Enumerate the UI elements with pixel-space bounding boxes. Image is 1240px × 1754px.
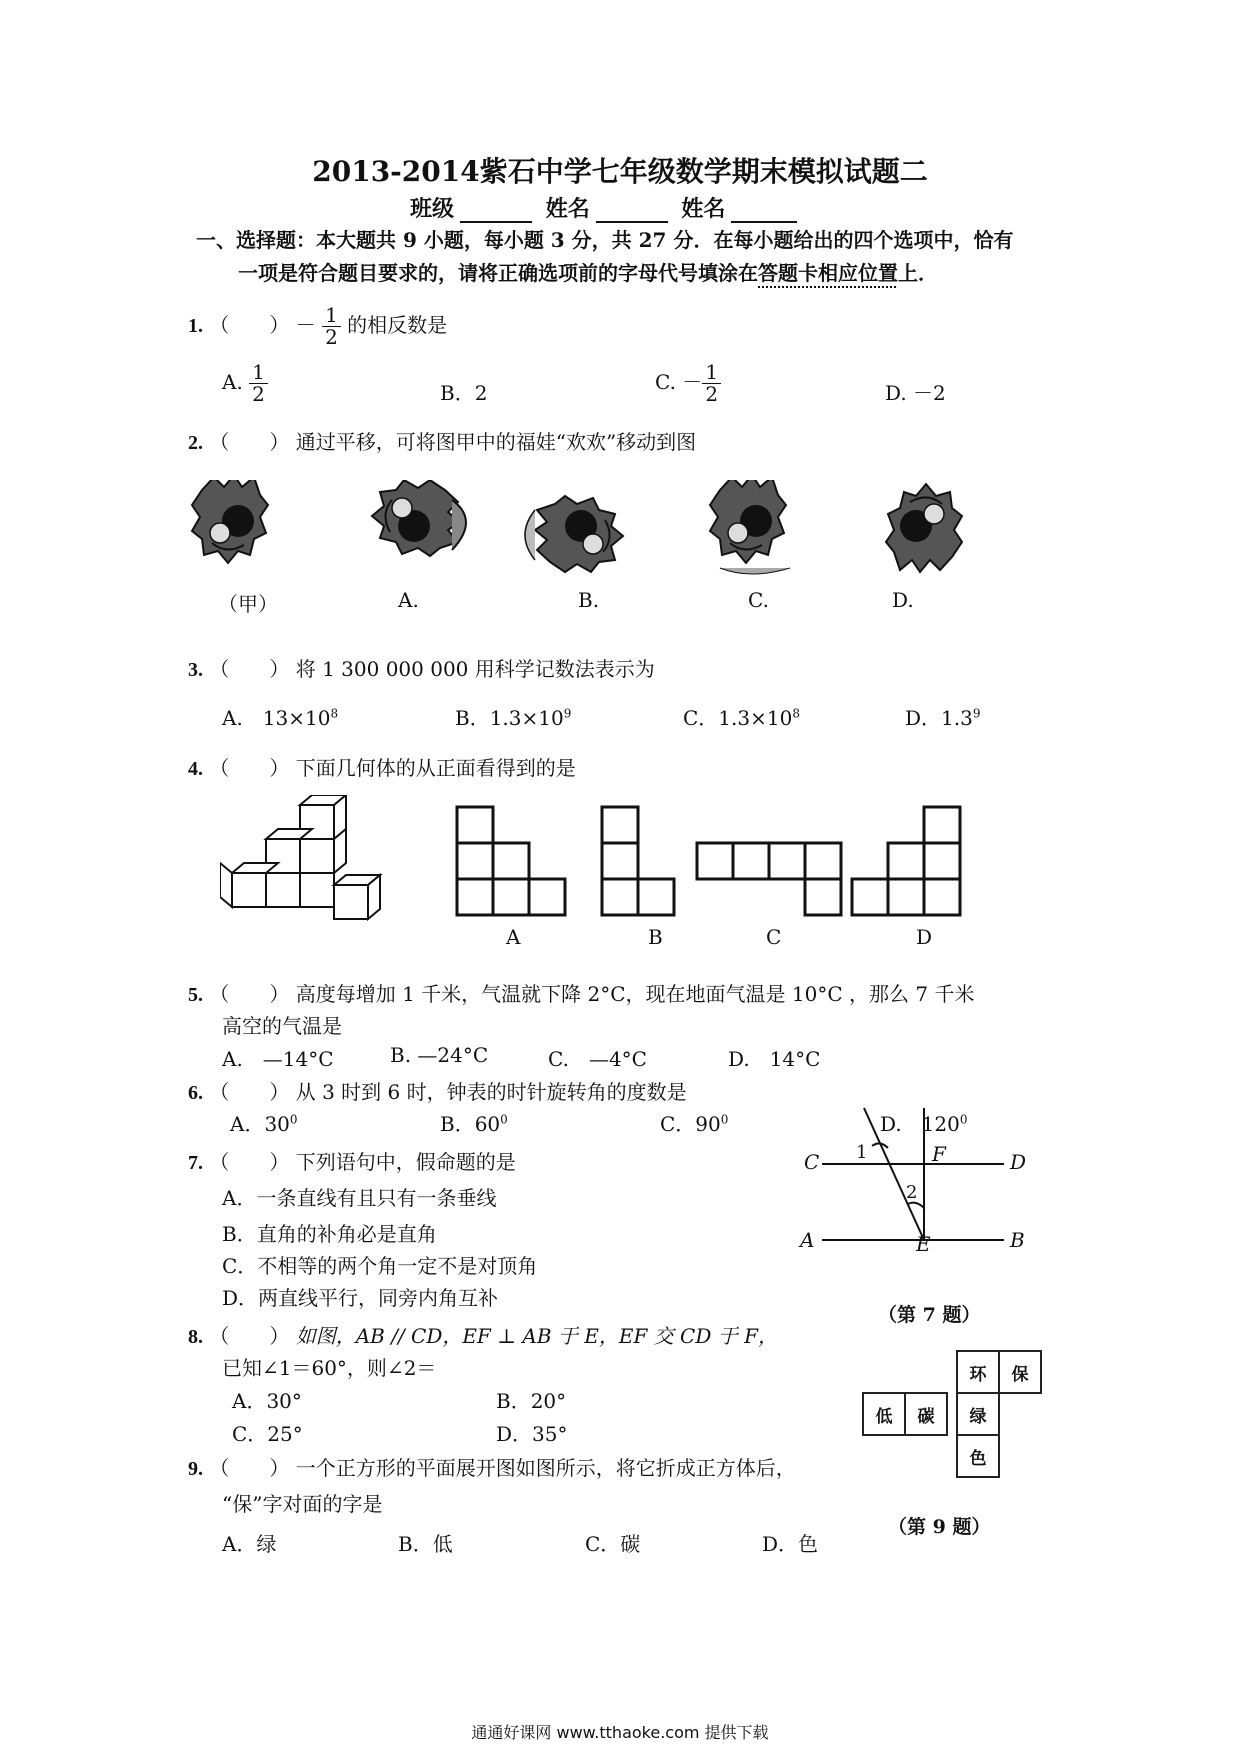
- page-title: 2013-2014紫石中学七年级数学期末模拟试题二: [312, 155, 928, 188]
- q4-answer-paren[interactable]: （ ）: [209, 756, 290, 780]
- q4-option-c[interactable]: C: [766, 925, 782, 949]
- q2-text: 通过平移，可将图甲中的福娃“欢欢”移动到图: [295, 430, 697, 454]
- question-1: [188, 305, 447, 348]
- question-2: 2. （ ） 通过平移，可将图甲中的福娃“欢欢”移动到图: [188, 430, 697, 454]
- mascot-a-icon: [372, 480, 460, 556]
- q1-option-b[interactable]: B．2: [440, 381, 488, 405]
- fig7-label-e: E: [916, 1232, 931, 1256]
- class-label: 班级: [410, 196, 455, 222]
- q9-text-2: “保”字对面的字是: [222, 1492, 383, 1516]
- q1-number: 1.: [188, 315, 203, 337]
- q2-answer-paren[interactable]: （ ）: [209, 430, 290, 454]
- mascot-b-icon: [535, 496, 623, 572]
- q1-option-c[interactable]: C. － $\frac{1}{2}$: [655, 362, 721, 405]
- fig7-label-a: A: [800, 1228, 815, 1252]
- net-cell-6: 色: [956, 1434, 1000, 1478]
- mascot-c-icon: [710, 480, 786, 563]
- q5-option-b[interactable]: B. —24°C: [390, 1043, 489, 1067]
- q4-option-views: [455, 805, 1015, 917]
- q9-option-b[interactable]: B．低: [398, 1532, 453, 1556]
- q2-option-d[interactable]: D.: [892, 588, 914, 612]
- q8-option-d[interactable]: D．35°: [496, 1422, 568, 1446]
- question-9: 9. （ ） 一个正方形的平面展开图如图所示，将它折成正方体后，: [188, 1456, 796, 1480]
- fig7-label-angle-1: 1: [856, 1142, 868, 1163]
- fig7-label-d: D: [1010, 1150, 1027, 1174]
- view-d: [852, 807, 960, 915]
- q5-text: 高度每增加 1 千米，气温就下降 2°C，现在地面气温是 10°C ，那么 7 千米: [295, 982, 975, 1006]
- view-b: [602, 807, 674, 915]
- q7-option-d[interactable]: D．两直线平行，同旁内角互补: [222, 1286, 499, 1310]
- q3-option-d[interactable]: D．$1.3^9$: [905, 706, 981, 730]
- q6-option-a[interactable]: A．$30^0$: [230, 1112, 298, 1136]
- q9-text: 一个正方形的平面展开图如图所示，将它折成正方体后，: [295, 1456, 796, 1480]
- q3-option-b[interactable]: B．$1.3\times 10^9$: [455, 706, 572, 730]
- name-label: 姓名: [545, 196, 590, 222]
- q9-option-d[interactable]: D．色: [762, 1532, 819, 1556]
- q7-option-a[interactable]: A．一条直线有且只有一条垂线: [222, 1186, 497, 1210]
- q8-text: 如图，AB // CD，EF ⊥ AB 于 E，EF 交 CD 于 F，: [295, 1324, 778, 1348]
- q2-option-b[interactable]: B.: [578, 588, 600, 612]
- section-instructions-line2: [238, 257, 938, 286]
- footer-source: 通通好课网 www.tthaoke.com 提供下载: [471, 1723, 769, 1742]
- q1-answer-paren[interactable]: （ ）: [209, 313, 290, 337]
- question-8: 8. （ ） 如图，AB // CD，EF ⊥ AB 于 E，EF 交 CD 于 F，: [188, 1324, 778, 1348]
- net-cell-3: 低: [862, 1392, 906, 1436]
- q8-option-a[interactable]: A．30°: [232, 1389, 302, 1413]
- q2-mascot-figures: [190, 480, 1070, 600]
- q3-text: 将 1 300 000 000 用科学记数法表示为: [295, 657, 655, 681]
- instr-part-c: 上．: [898, 261, 938, 285]
- figure-7-caption: （第 7 题）: [878, 1304, 981, 1326]
- fig7-label-c: C: [804, 1150, 820, 1174]
- q5-text-2: 高空的气温是: [222, 1014, 342, 1038]
- name-blank-2[interactable]: [731, 201, 797, 223]
- q9-option-c[interactable]: C．碳: [585, 1532, 641, 1556]
- figure-9-cube-net: [862, 1350, 1052, 1490]
- view-c: [697, 843, 841, 915]
- q9-option-a[interactable]: A．绿: [222, 1532, 277, 1556]
- q1-option-d[interactable]: D. －2: [885, 381, 946, 405]
- q8-option-b[interactable]: B．20°: [496, 1389, 567, 1413]
- q1-minus: －: [295, 313, 316, 337]
- section-instructions-line1: 一、选择题：本大题共 9 小题，每小题 3 分，共 27 分．在每小题给出的四个选项中，恰有: [196, 228, 1014, 252]
- q8-text-2: 已知∠1＝60°，则∠2＝: [222, 1356, 437, 1380]
- name-blank[interactable]: [596, 201, 668, 223]
- q6-option-d[interactable]: D. $120^0$: [880, 1112, 968, 1136]
- mascot-d-icon: [886, 484, 962, 572]
- instr-part-b: 答题卡相应位置: [758, 261, 898, 285]
- q9-answer-paren[interactable]: （ ）: [209, 1456, 290, 1480]
- question-7: 7. （ ） 下列语句中，假命题的是: [188, 1150, 516, 1174]
- q2-option-c[interactable]: C.: [748, 588, 769, 612]
- q6-text: 从 3 时到 6 时，钟表的时针旋转角的度数是: [295, 1080, 687, 1104]
- q1-text: 的相反数是: [347, 313, 448, 337]
- q4-text: 下面几何体的从正面看得到的是: [295, 756, 576, 780]
- class-blank[interactable]: [460, 201, 532, 223]
- figure-9-caption: （第 9 题）: [888, 1516, 991, 1538]
- question-4: 4. （ ） 下面几何体的从正面看得到的是: [188, 756, 576, 780]
- q6-option-c[interactable]: C．$90^0$: [660, 1112, 729, 1136]
- q6-option-b[interactable]: B．$60^0$: [440, 1112, 508, 1136]
- question-3: 3. （ ） 将 1 300 000 000 用科学记数法表示为: [188, 657, 655, 681]
- q7-option-b[interactable]: B．直角的补角必是直角: [222, 1222, 437, 1246]
- cube-stack: [220, 795, 380, 919]
- q5-option-a[interactable]: A. —14°C: [222, 1047, 334, 1071]
- fig7-label-angle-2: 2: [906, 1182, 918, 1203]
- net-cell-1: 环: [956, 1350, 1000, 1394]
- q1-fraction: $\frac{1}{2}$: [322, 305, 341, 348]
- q1-option-a[interactable]: A. $\frac{1}{2}$: [222, 362, 268, 405]
- mascot-original-icon: [192, 480, 268, 563]
- q5-option-c[interactable]: C. —4°C: [548, 1047, 647, 1071]
- question-6: 6. （ ） 从 3 时到 6 时，钟表的时针旋转角的度数是: [188, 1080, 687, 1104]
- instr-part-a: 一项是符合题目要求的，请将正确选项前的字母代号填涂在: [238, 261, 758, 285]
- q7-text: 下列语句中，假命题的是: [295, 1150, 516, 1174]
- q2-label-original: （甲）: [218, 592, 278, 616]
- angle-2-arc: [908, 1203, 924, 1208]
- question-5: 5. （ ） 高度每增加 1 千米，气温就下降 2°C，现在地面气温是 10°C ，那么 7 千米: [188, 982, 975, 1006]
- q6-answer-paren[interactable]: （ ）: [209, 1080, 290, 1104]
- q4-option-b[interactable]: B: [648, 925, 663, 949]
- student-info: [410, 192, 803, 223]
- net-cell-5: 绿: [956, 1392, 1000, 1436]
- q7-answer-paren[interactable]: （ ）: [209, 1150, 290, 1174]
- net-cell-2: 保: [998, 1350, 1042, 1394]
- q4-option-d[interactable]: D: [916, 925, 933, 949]
- q3-option-a[interactable]: A. $13\times 10^8$: [222, 706, 339, 730]
- fig7-label-f: F: [932, 1142, 946, 1166]
- q3-option-c[interactable]: C．$1.3\times 10^8$: [683, 706, 800, 730]
- q5-option-d[interactable]: D. 14°C: [728, 1047, 821, 1071]
- q8-option-c[interactable]: C．25°: [232, 1422, 303, 1446]
- net-cell-4: 碳: [904, 1392, 948, 1436]
- q2-option-a[interactable]: A.: [398, 588, 419, 612]
- fig7-label-b: B: [1010, 1228, 1025, 1252]
- q8-answer-paren[interactable]: （ ）: [209, 1324, 290, 1348]
- q5-answer-paren[interactable]: （ ）: [209, 982, 290, 1006]
- view-a: [457, 807, 565, 915]
- q3-answer-paren[interactable]: （ ）: [209, 657, 290, 681]
- q7-option-c[interactable]: C．不相等的两个角一定不是对顶角: [222, 1254, 538, 1278]
- name-label-2: 姓名: [681, 196, 726, 222]
- transversal: [864, 1108, 924, 1240]
- q4-option-a[interactable]: A: [506, 925, 521, 949]
- angle-1-arc: [872, 1143, 888, 1148]
